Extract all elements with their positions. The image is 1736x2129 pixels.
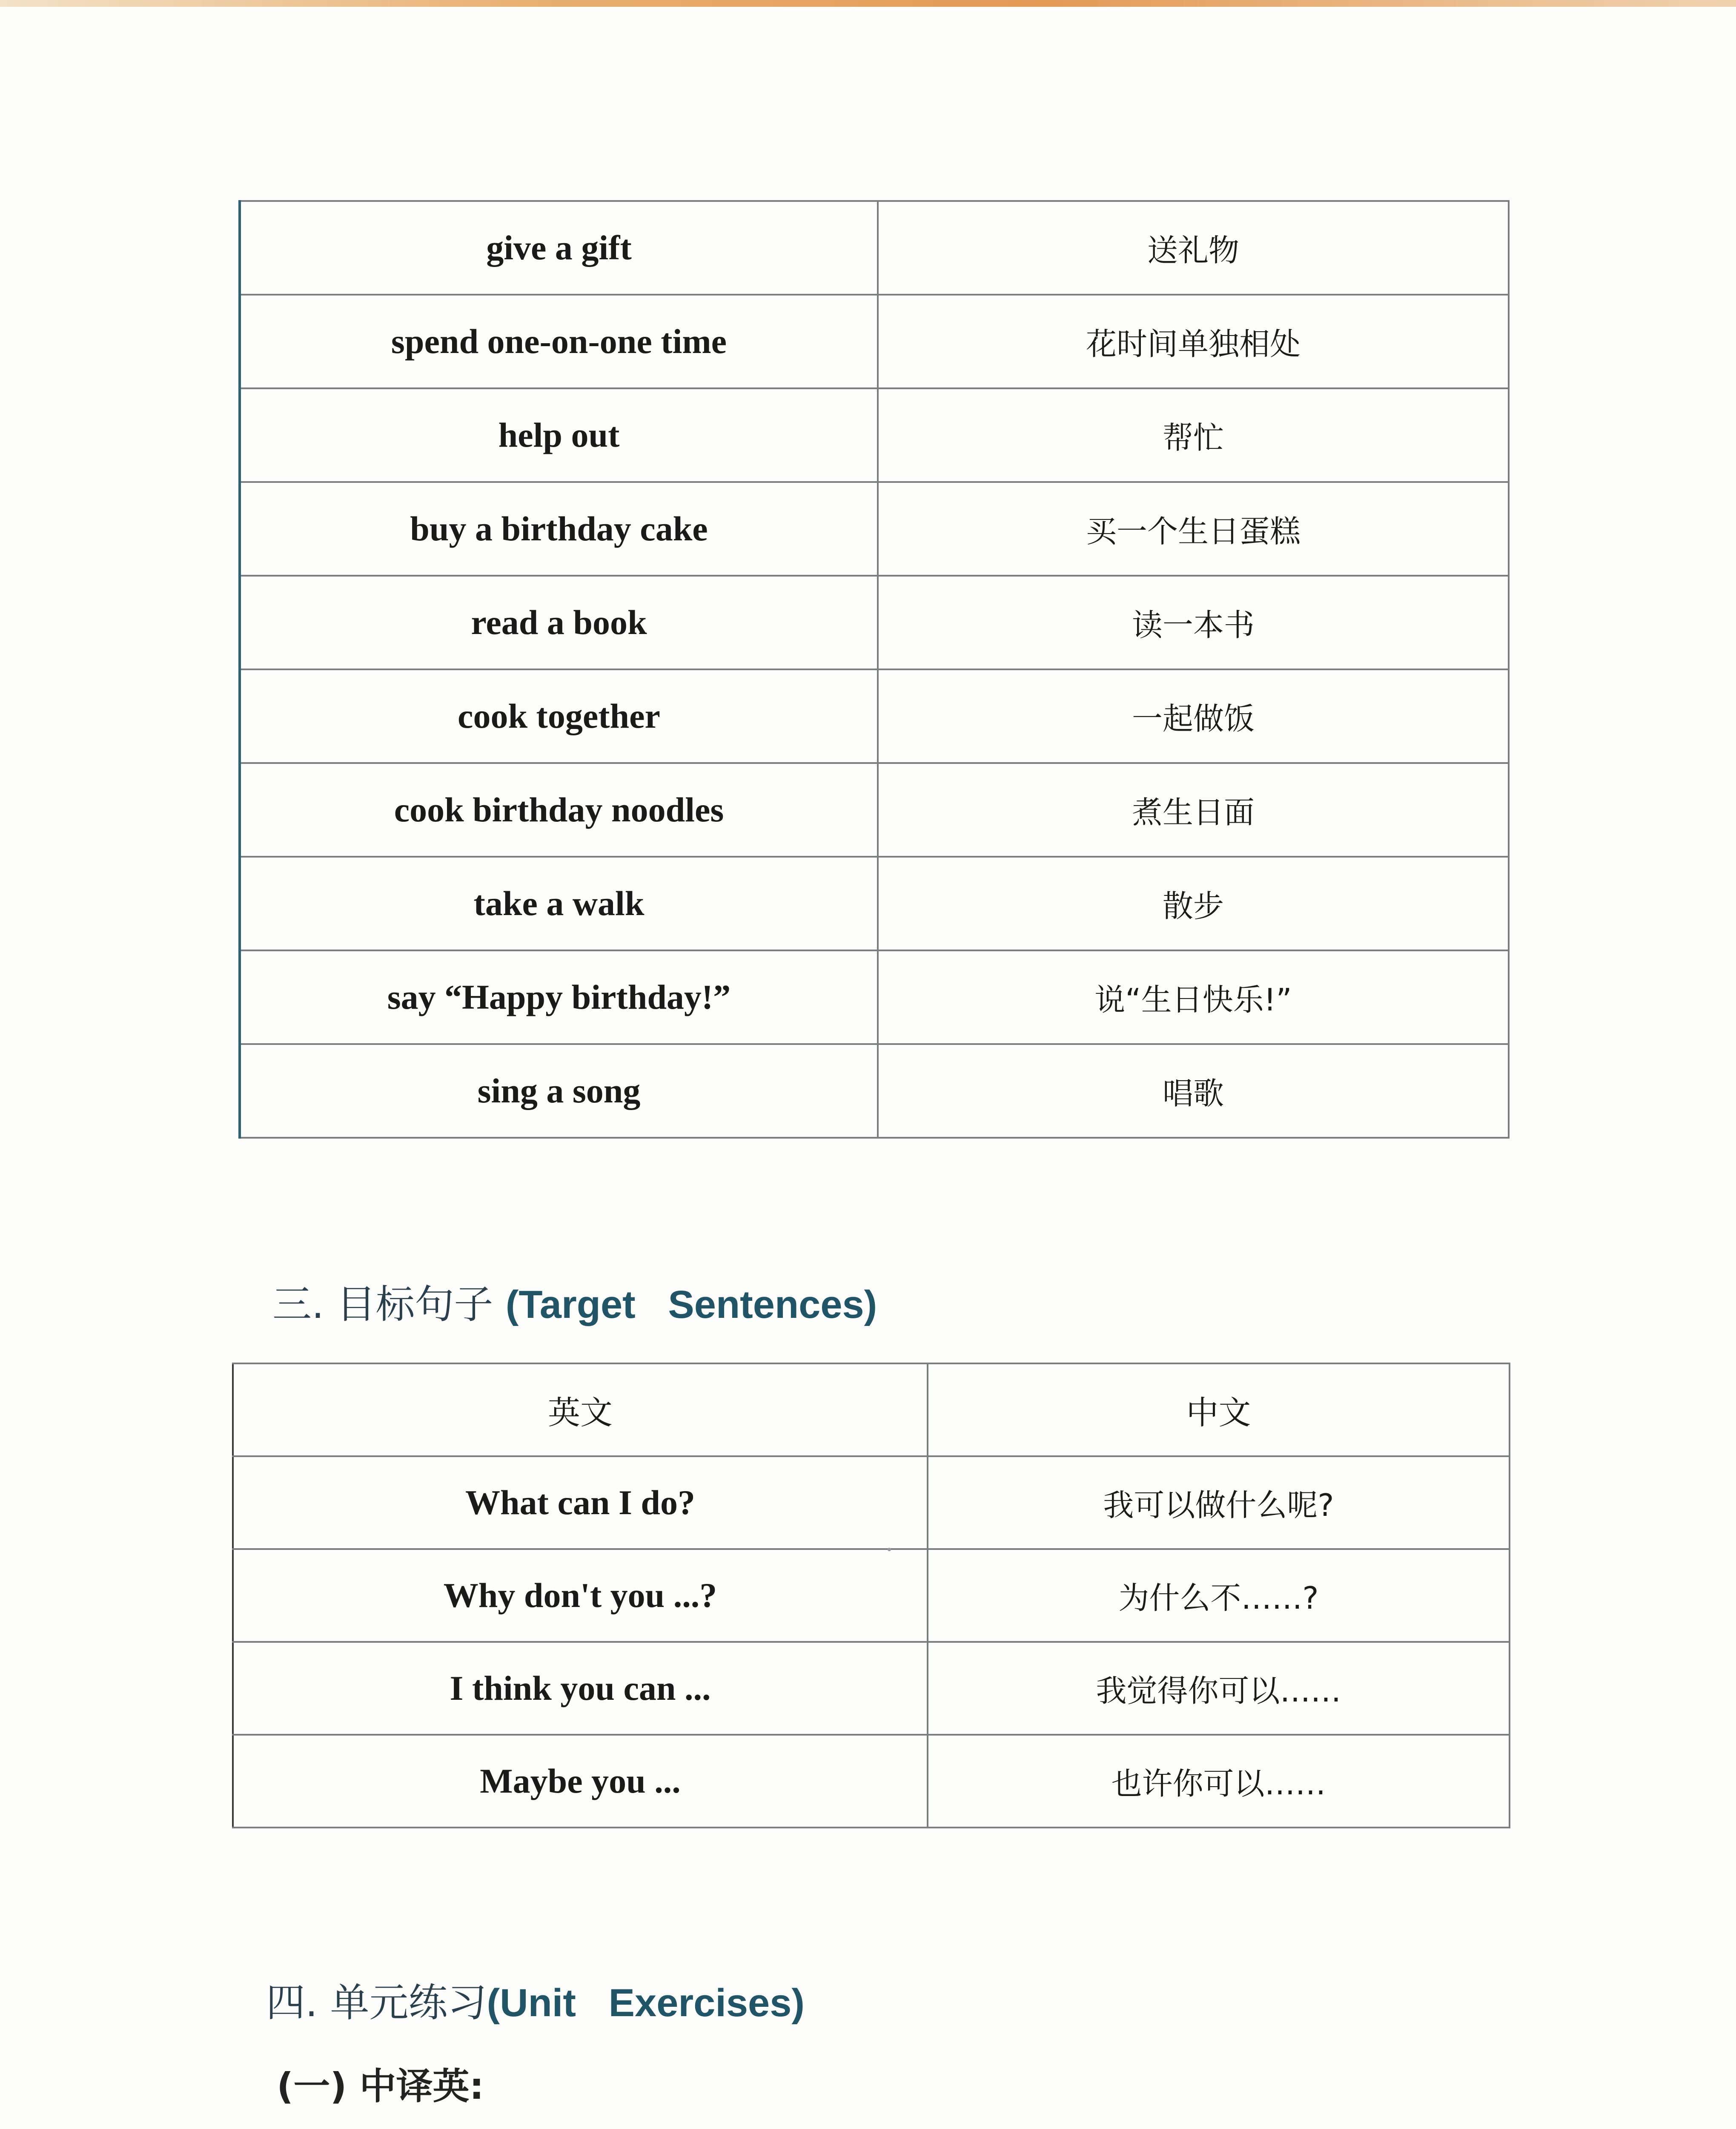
- sentence-english: What can I do?: [233, 1456, 928, 1549]
- vocab-english: say “Happy birthday!”: [240, 950, 878, 1044]
- table-row: [240, 482, 1509, 576]
- sentence-english: Why don't you ...?: [233, 1549, 928, 1642]
- table-row: [233, 1735, 1510, 1828]
- table-row: [240, 388, 1509, 482]
- target-sentences-table: [232, 1363, 1510, 1828]
- table-row: [240, 669, 1509, 763]
- section-heading-unit-exercises: [266, 1971, 805, 2028]
- table-row: [240, 295, 1509, 388]
- vocab-chinese: 散步: [878, 857, 1509, 950]
- vocab-chinese: 送礼物: [878, 201, 1509, 295]
- sentence-english: Maybe you ...: [233, 1735, 928, 1828]
- vocab-chinese: 煮生日面: [878, 763, 1509, 857]
- sentence-chinese: 我可以做什么呢?: [928, 1456, 1510, 1549]
- vocab-chinese: 唱歌: [878, 1044, 1509, 1138]
- vocab-chinese: 一起做饭: [878, 669, 1509, 763]
- paper-speck: [888, 1548, 891, 1551]
- vocab-english: cook birthday noodles: [240, 763, 878, 857]
- page-top-edge: [0, 0, 1736, 7]
- section-title-chinese: 单元练习: [330, 1980, 487, 2026]
- sentence-chinese: 我觉得你可以……: [928, 1642, 1510, 1735]
- vocab-english: spend one-on-one time: [240, 295, 878, 388]
- table-row: [240, 857, 1509, 950]
- vocab-english: cook together: [240, 669, 878, 763]
- vocab-english: help out: [240, 388, 878, 482]
- section-number: 三.: [272, 1282, 324, 1327]
- column-header-english: 英文: [233, 1363, 928, 1456]
- vocab-english: sing a song: [240, 1044, 878, 1138]
- table-row: [233, 1642, 1510, 1735]
- vocab-english: buy a birthday cake: [240, 482, 878, 576]
- table-row: [240, 763, 1509, 857]
- sentence-english: I think you can ...: [233, 1642, 928, 1735]
- table-row: [233, 1456, 1510, 1549]
- section-heading-target-sentences: [272, 1273, 877, 1329]
- column-header-chinese: 中文: [928, 1363, 1510, 1456]
- table-row: [240, 950, 1509, 1044]
- sentence-chinese: 为什么不……?: [928, 1549, 1510, 1642]
- vocab-chinese: 读一本书: [878, 576, 1509, 669]
- table-row: [233, 1549, 1510, 1642]
- vocab-chinese: 说“生日快乐!”: [878, 950, 1509, 1044]
- table-row: [240, 1044, 1509, 1138]
- vocab-chinese: 花时间单独相处: [878, 295, 1509, 388]
- sub-heading-chinese-to-english: (一) 中译英:: [277, 2065, 484, 2108]
- vocab-english: give a gift: [240, 201, 878, 295]
- sentence-chinese: 也许你可以……: [928, 1735, 1510, 1828]
- vocab-chinese: 帮忙: [878, 388, 1509, 482]
- section-number: 四.: [266, 1980, 318, 2026]
- table-row: [240, 576, 1509, 669]
- vocab-english: take a walk: [240, 857, 878, 950]
- table-header-row: [233, 1363, 1510, 1456]
- section-title-english: (Unit Exercises): [487, 1981, 805, 2025]
- table-row: [240, 201, 1509, 295]
- vocab-english: read a book: [240, 576, 878, 669]
- section-title-english: (Target Sentences): [505, 1283, 877, 1326]
- vocabulary-table: [238, 200, 1510, 1139]
- section-title-chinese: 目标句子: [336, 1282, 493, 1327]
- vocab-chinese: 买一个生日蛋糕: [878, 482, 1509, 576]
